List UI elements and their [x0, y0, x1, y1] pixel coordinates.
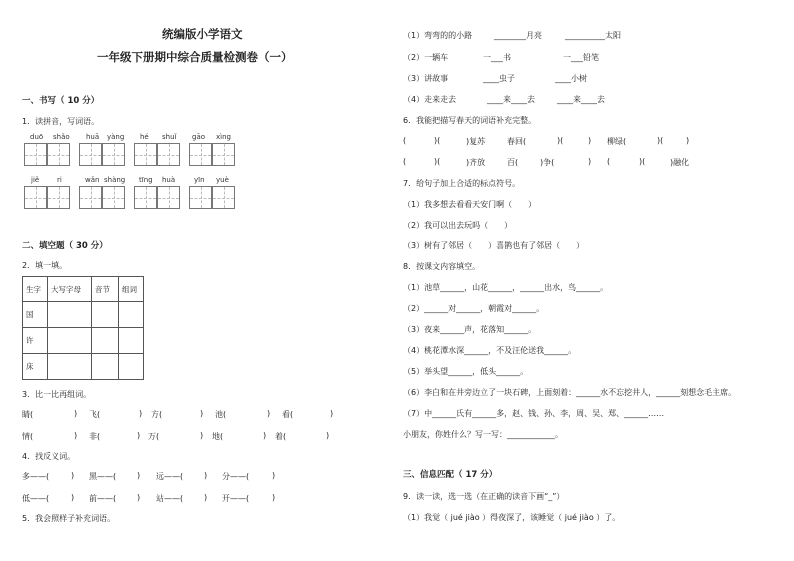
table-cell[interactable]	[48, 302, 92, 328]
q5-item-4: （4）走来走去	[403, 95, 457, 104]
spring-word: )争(	[540, 158, 555, 167]
spring-word: (	[403, 157, 407, 166]
table-header-cell: 音节	[92, 277, 119, 302]
writing-box[interactable]	[79, 186, 102, 209]
writing-box[interactable]	[47, 143, 70, 166]
table-cell: 床	[23, 354, 48, 380]
compare-word: )	[330, 409, 334, 418]
spring-word: )齐放	[466, 158, 486, 167]
compare-word: 睛(	[22, 410, 34, 419]
question-8: 8．按课文内容填空。	[403, 262, 481, 271]
question-5: 5．我会照样子补充词语。	[22, 514, 116, 523]
q5-item-1: （1）弯弯的的小路	[403, 31, 473, 40]
writing-box[interactable]	[134, 143, 157, 166]
writing-box[interactable]	[212, 143, 235, 166]
question-1: 1．读拼音，写词语。	[22, 117, 100, 126]
compare-word: )	[326, 431, 330, 440]
punctuation-item: （2）我可以出去玩吗（ ）	[403, 221, 513, 230]
antonym-item: )	[204, 493, 208, 502]
pinyin: xìng	[216, 133, 231, 141]
compare-word: 万(	[148, 432, 160, 441]
writing-box[interactable]	[24, 143, 47, 166]
table-cell[interactable]	[119, 302, 144, 328]
compare-word: 方(	[151, 410, 163, 419]
writing-box[interactable]	[24, 186, 47, 209]
antonym-item: 站——(	[156, 494, 184, 503]
antonym-item: )	[71, 471, 75, 480]
punctuation-item: （1）我多想去看看天安门啊（ ）	[403, 200, 537, 209]
recitation-item: （4）桃花潭水深______，不及汪伦送我______。	[403, 346, 577, 355]
spring-word: (	[403, 136, 407, 145]
table-cell: 许	[23, 328, 48, 354]
table-row	[23, 328, 144, 354]
q5-item-3-c: ____小树	[555, 74, 587, 83]
recitation-item: （2）______对______，朝霞对______。	[403, 304, 545, 313]
spring-word: 百(	[507, 158, 519, 167]
pinyin: shǎo	[53, 133, 70, 141]
compare-word: )	[267, 409, 271, 418]
pinyin: jiě	[31, 176, 40, 184]
q5-item-2-b: 一___书	[483, 53, 511, 62]
q5-item-4-c: ____来____去	[557, 95, 605, 104]
q5-item-2: （2）一辆车	[403, 53, 449, 62]
punctuation-item: （3）树有了邻居（ ）喜鹊也有了邻居（ ）	[403, 241, 585, 250]
antonym-item: 多——(	[22, 472, 50, 481]
table-cell[interactable]	[48, 328, 92, 354]
spring-word: )融化	[670, 158, 690, 167]
table-cell: 国	[23, 302, 48, 328]
antonym-item: )	[272, 471, 276, 480]
spring-word: 柳绿(	[607, 137, 627, 146]
question-2: 2．填一填。	[22, 261, 68, 270]
compare-word: 非(	[89, 432, 101, 441]
question-9-item-1: （1）我觉（ jué jiào ）得夜深了，该睡觉（ jué jiào ）了。	[403, 513, 621, 522]
question-4: 4．找反义词。	[22, 452, 76, 461]
table-cell[interactable]	[48, 354, 92, 380]
compare-word: )	[137, 431, 141, 440]
table-row	[23, 302, 144, 328]
pinyin: shuǐ	[162, 133, 177, 141]
pinyin: ri	[57, 176, 62, 184]
pinyin: yuè	[216, 176, 229, 184]
table-cell[interactable]	[119, 354, 144, 380]
section-1-heading: 一、书写（ 10 分）	[22, 96, 100, 106]
antonym-item: )	[137, 493, 141, 502]
table-header-cell: 大写字母	[48, 277, 92, 302]
spring-word: 春回(	[507, 137, 527, 146]
compare-word: )	[200, 409, 204, 418]
antonym-item: )	[71, 493, 75, 502]
compare-word: )	[263, 431, 267, 440]
antonym-item: 分——(	[222, 472, 250, 481]
spring-word: )(	[657, 136, 664, 145]
recitation-item: （1）池草______，山花______，______出水，鸟______。	[403, 283, 609, 292]
writing-box[interactable]	[102, 186, 125, 209]
antonym-item: )	[137, 471, 141, 480]
spring-word: )复苏	[466, 137, 486, 146]
recitation-item: （3）夜来______声，花落知______。	[403, 325, 537, 334]
compare-word: 飞(	[89, 410, 101, 419]
table-cell[interactable]	[92, 302, 119, 328]
spring-word: )	[588, 157, 592, 166]
antonym-item: )	[204, 471, 208, 480]
writing-box[interactable]	[157, 143, 180, 166]
compare-word: 看(	[282, 410, 294, 419]
recitation-item: （6）李白和在井旁边立了一块石碑，上面刻着：______水不忘挖井人，______刻想念毛主席。	[403, 388, 737, 397]
writing-box[interactable]	[47, 186, 70, 209]
pinyin: hé	[140, 133, 149, 141]
spring-word: )(	[434, 157, 441, 166]
spring-word: )(	[434, 136, 441, 145]
table-header-cell: 生字	[23, 277, 48, 302]
pinyin: shàng	[104, 176, 126, 184]
pinyin: huà	[162, 176, 176, 184]
recitation-item: （5）举头望______，低头______。	[403, 367, 529, 376]
pinyin: yīn	[194, 176, 205, 184]
pinyin: huā	[86, 133, 100, 141]
pinyin: yàng	[107, 133, 125, 141]
antonym-item: 开——(	[222, 494, 250, 503]
table-cell[interactable]	[119, 328, 144, 354]
question-9: 9．读一读，选一选（在正确的读音下画“_”）	[403, 492, 565, 501]
q5-item-2-c: 一___铅笔	[563, 53, 599, 62]
antonym-item: 远——(	[156, 472, 184, 481]
spring-word: )(	[557, 136, 564, 145]
writing-box[interactable]	[102, 143, 125, 166]
writing-box[interactable]	[189, 143, 212, 166]
q5-item-3-b: ____虫子	[483, 74, 515, 83]
spring-word: )(	[639, 157, 646, 166]
spring-word: )	[686, 136, 690, 145]
compare-word: )	[74, 409, 78, 418]
compare-word: )	[139, 409, 143, 418]
spring-word: )	[588, 136, 592, 145]
antonym-item: 前——(	[89, 494, 117, 503]
table-header-cell: 组词	[119, 277, 144, 302]
compare-word: 着(	[275, 432, 287, 441]
writing-box[interactable]	[157, 186, 180, 209]
question-6: 6．我能把描写春天的词语补充完整。	[403, 116, 537, 125]
compare-word: 地(	[212, 432, 224, 441]
section-3-heading: 三、信息匹配（ 17 分）	[403, 470, 498, 480]
writing-box[interactable]	[79, 143, 102, 166]
antonym-item: )	[272, 493, 276, 502]
compare-word: )	[200, 431, 204, 440]
recitation-item: 小朋友，你姓什么？写一写：____________。	[403, 430, 563, 439]
recitation-item: （7）中______氏有______多，赵、钱、孙、李，周、吴、郑、______……	[403, 409, 665, 418]
spring-word: (	[607, 157, 611, 166]
pinyin: duō	[30, 133, 44, 141]
writing-box[interactable]	[189, 186, 212, 209]
section-2-heading: 二、填空题（ 30 分）	[22, 241, 108, 251]
pinyin: gāo	[192, 133, 206, 141]
writing-box[interactable]	[212, 186, 235, 209]
table-cell[interactable]	[92, 328, 119, 354]
writing-box[interactable]	[134, 186, 157, 209]
page-title: 统编版小学语文	[162, 27, 243, 41]
q5-item-1-b: ________月亮	[494, 31, 542, 40]
compare-word: 情(	[22, 432, 34, 441]
antonym-item: 低——(	[22, 494, 50, 503]
question-7: 7．给句子加上合适的标点符号。	[403, 179, 521, 188]
pinyin: wǎn	[85, 176, 100, 184]
q5-item-1-c: __________太阳	[565, 31, 621, 40]
table-cell[interactable]	[92, 354, 119, 380]
q5-item-4-b: ____来____去	[487, 95, 535, 104]
antonym-item: 黑——(	[89, 472, 117, 481]
compare-word: 池(	[215, 410, 227, 419]
compare-word: )	[74, 431, 78, 440]
fill-table	[22, 276, 144, 380]
q5-item-3: （3）讲故事	[403, 74, 449, 83]
table-row	[23, 354, 144, 380]
pinyin: tīng	[139, 176, 153, 184]
page-subtitle: 一年级下册期中综合质量检测卷（一）	[97, 50, 293, 64]
question-3: 3．比一比再组词。	[22, 390, 92, 399]
